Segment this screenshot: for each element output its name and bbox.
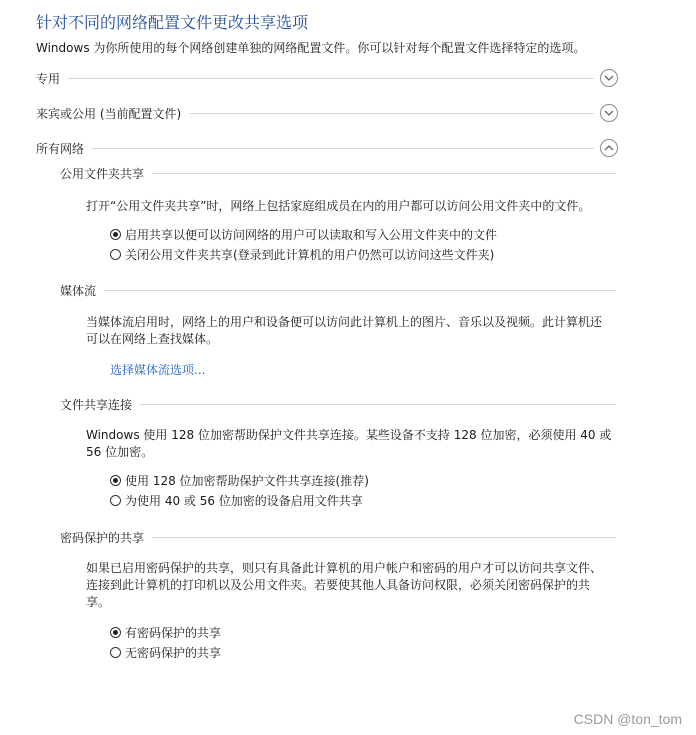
divider [104, 290, 616, 291]
radio-selected-icon[interactable] [110, 627, 121, 638]
password-off-radio[interactable] [110, 644, 221, 660]
public-folder-section-header [60, 165, 616, 181]
password-section-header [60, 529, 616, 545]
file-sharing-section-header [60, 396, 616, 412]
public-folder-header: 公用文件夹共享 [60, 166, 145, 181]
password-header: 密码保护的共享 [60, 530, 145, 545]
divider [152, 173, 616, 174]
page-title: 针对不同的网络配置文件更改共享选项 [36, 13, 309, 32]
divider [68, 78, 594, 79]
public-folder-off-label: 关闭公用文件夹共享(登录到此计算机的用户仍然可以访问这些文件夹) [125, 247, 495, 262]
password-off-label: 无密码保护的共享 [125, 645, 222, 660]
chevron-up-icon[interactable] [600, 139, 618, 157]
encryption-40-56-label: 为使用 40 或 56 位加密的设备启用文件共享 [125, 493, 363, 508]
media-section-header [60, 282, 616, 298]
divider [140, 404, 616, 405]
profile-all-networks-label: 所有网络 [36, 141, 85, 156]
profile-private-label: 专用 [36, 71, 61, 86]
divider [189, 113, 594, 114]
chevron-down-icon[interactable] [600, 104, 618, 122]
media-header: 媒体流 [60, 283, 97, 298]
watermark: CSDN @ton_tom [573, 711, 682, 727]
encryption-128-radio[interactable] [110, 472, 369, 488]
encryption-40-56-radio[interactable] [110, 492, 363, 508]
divider [92, 148, 594, 149]
profile-guest-header[interactable] [36, 102, 618, 124]
radio-unselected-icon[interactable] [110, 495, 121, 506]
divider [152, 537, 616, 538]
page-description: Windows 为你所使用的每个网络创建单独的网络配置文件。你可以针对每个配置文件选择特定的选项。 [36, 41, 586, 55]
password-on-radio[interactable] [110, 624, 221, 640]
profile-private-header[interactable] [36, 67, 618, 89]
radio-unselected-icon[interactable] [110, 647, 121, 658]
public-folder-on-label: 启用共享以便可以访问网络的用户可以读取和写入公用文件夹中的文件 [125, 227, 498, 242]
media-text: 当媒体流启用时，网络上的用户和设备便可以访问此计算机上的图片、音乐以及视频。此计算机还可以在网络上查找媒体。 [86, 315, 603, 346]
radio-unselected-icon[interactable] [110, 249, 121, 260]
profile-guest-label: 来宾或公用 (当前配置文件) [36, 106, 182, 121]
profile-all-networks-header[interactable] [36, 137, 618, 159]
password-on-label: 有密码保护的共享 [125, 625, 222, 640]
public-folder-text: 打开“公用文件夹共享”时，网络上包括家庭组成员在内的用户都可以访问公用文件夹中的文件。 [86, 199, 591, 213]
radio-selected-icon[interactable] [110, 229, 121, 240]
chevron-down-icon[interactable] [600, 69, 618, 87]
public-folder-on-radio[interactable] [110, 226, 497, 242]
file-sharing-text: Windows 使用 128 位加密帮助保护文件共享连接。某些设备不支持 128 位加密，必须使用 40 或 56 位加密。 [86, 428, 612, 459]
radio-selected-icon[interactable] [110, 475, 121, 486]
public-folder-off-radio[interactable] [110, 246, 494, 262]
media-options-link[interactable]: 选择媒体流选项... [110, 363, 206, 377]
encryption-128-label: 使用 128 位加密帮助保护文件共享连接(推荐) [125, 473, 369, 488]
file-sharing-header: 文件共享连接 [60, 397, 133, 412]
password-text: 如果已启用密码保护的共享，则只有具备此计算机的用户帐户和密码的用户才可以访问共享文件、连接到此计算机的打印机以及公用文件夹。若要使其他人具备访问权限，必须关闭密码保护的共享。 [86, 561, 603, 609]
